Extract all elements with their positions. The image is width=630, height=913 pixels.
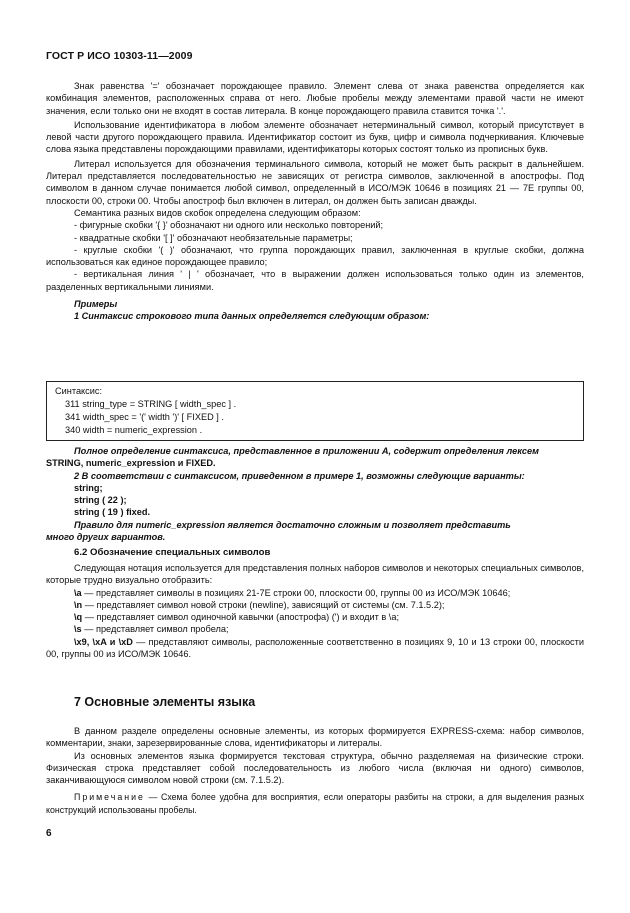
symbol-description: — представляет символ пробела; <box>81 624 229 635</box>
paragraph-brackets: Семантика разных видов скобок определена следующим образом: <box>74 207 361 218</box>
example-1-note-end: STRING, numeric_expression и FIXED. <box>46 458 216 469</box>
syntax-line: 341 width_spec = '(' width ')' [ FIXED ] . <box>65 412 224 422</box>
symbol-description: — представляет символ одиночной кавычки (апострофа) (') и входит в \a; <box>82 612 400 623</box>
paragraph-identifier: Использование идентификатора в любом элементе обозначает нетерминальный символ, который присутствует в левой части другого порождающего правила. Идентификатор состоит из букв, цифр и символа подчеркивания. Ключевые слова языка представлены порождающими правилами, идентификаторы которых состоят только из прописных букв. <box>46 119 584 155</box>
example-2-caption: 2 В соответствии с синтаксисом, приведенном в примере 1, возможны следующие варианты: <box>74 470 525 481</box>
section-7-paragraph: В данном разделе определены основные элементы, из которых формируется EXPRESS-схема: набор символов, комментарии, знаки, зарезервированные слова, идентификаторы и литералы. <box>46 726 584 749</box>
rule-note: Правило для numeric_expression является достаточно сложным и позволяет представить <box>74 519 511 530</box>
section-7-title: 7 Основные элементы языка <box>74 695 256 709</box>
section-7-paragraph: Из основных элементов языка формируется текстовая структура, обычно разделяемая на физические строки. Физическая строка представляет собой последовательность из любого числа (включая ни одного) символов, заканчивающуюся символом новой строки (см. 7.1.5.2). <box>46 750 584 786</box>
variant-line: string ( 19 ) fixed. <box>74 507 151 518</box>
text-block-intro <box>46 80 584 323</box>
section-6-2-intro: Следующая нотация используется для представления полных наборов символов и некоторых специальных символов, которые трудно визуально отобразить: <box>46 563 584 586</box>
bullet-square: - квадратные скобки '[ ]' обозначают необязательные параметры; <box>74 232 353 243</box>
syntax-label: Синтаксис: <box>55 386 103 396</box>
syntax-line: 311 string_type = STRING [ width_spec ] . <box>65 399 237 409</box>
examples-heading: Примеры <box>74 299 118 310</box>
bullet-round: - круглые скобки '( )' обозначают, что группа порождающих правил, заключенная в круглые скобки, должна использоваться как единое порождающее правило; <box>46 244 584 268</box>
text-block-section-6-2 <box>46 562 584 660</box>
special-symbol-item <box>46 599 584 611</box>
example-1-caption: 1 Синтаксис строкового типа данных определяется следующим образом: <box>74 311 430 322</box>
section-6-2-title: 6.2 Обозначение специальных символов <box>74 547 271 558</box>
variant-line: string ( 22 ); <box>74 495 127 506</box>
bullet-vertical: - вертикальная линия ' | ' обозначает, что в выражении должен использоваться только один из элементов, разделенных вертикальными линиями. <box>46 269 584 292</box>
special-symbol-item <box>46 611 584 623</box>
variant-line: string; <box>74 482 103 493</box>
symbol-code: \q <box>74 612 83 623</box>
symbol-code: \x9, \xA и \xD <box>74 636 133 647</box>
symbol-description: — представляет символы в позициях 21-7E строки 00, плоскости 00, группы 00 из ИСО/МЭК 10646; <box>81 587 511 598</box>
rule-note-end: много других вариантов. <box>46 532 166 543</box>
bullet-curly: - фигурные скобки '{ }' обозначают ни одного или несколько повторений; <box>74 220 384 231</box>
page-number: 6 <box>46 828 52 839</box>
paragraph-literal: Литерал используется для обозначения терминального символа, который не может быть раскрыт в дальнейшем. Литерал представляется последовательностью не зависящих от регистра символов, заключенной в апострофы. Под символом в данном случае понимается любой символ, определенный в ИСО/МЭК 10646 в позициях 21 — 7E группы 00, плоскости 00, строки 00. Чтобы апостроф был включен в литерал, он должен быть записан дважды. <box>46 158 584 206</box>
symbol-code: \s <box>74 624 82 635</box>
text-block-examples <box>46 445 584 543</box>
paragraph-equals-sign: Знак равенства '=' обозначает порождающее правило. Элемент слева от знака равенства определяется как комбинация элементов, расположенных справа от него. Любые пробелы между элементами правой части не имеют значения, если только они не входят в состав литерала. В конце порождающего правила ставится точка '.'. <box>46 81 584 116</box>
syntax-line: 340 width = numeric_expression . <box>65 425 203 435</box>
note-text: — Схема более удобна для восприятия, если операторы разбиты на строки, а для выделения разных конструкций использованы пробелы. <box>46 792 584 815</box>
symbol-code: \n <box>74 599 83 610</box>
symbol-description: — представляют символы, расположенные соответственно в позициях 9, 10 и 13 строки 00, плоскости 00, группы 00 из ИСО/МЭК 10646. <box>46 636 584 660</box>
text-block-section-7 <box>46 725 584 816</box>
section-7-note <box>46 791 584 816</box>
special-symbol-item <box>46 587 584 599</box>
document-header: ГОСТ Р ИСО 10303-11—2009 <box>46 50 193 62</box>
example-1-note: Полное определение синтаксиса, представленное в приложении А, содержит определения лексем <box>74 446 539 456</box>
special-symbol-item <box>46 623 584 635</box>
symbol-description: — представляет символ новой строки (newline), зависящий от системы (см. 7.1.5.2); <box>82 599 445 610</box>
symbol-code: \a <box>74 587 82 598</box>
syntax-box <box>46 381 584 441</box>
note-label: Примечание <box>74 792 145 803</box>
special-symbol-item <box>46 636 584 661</box>
